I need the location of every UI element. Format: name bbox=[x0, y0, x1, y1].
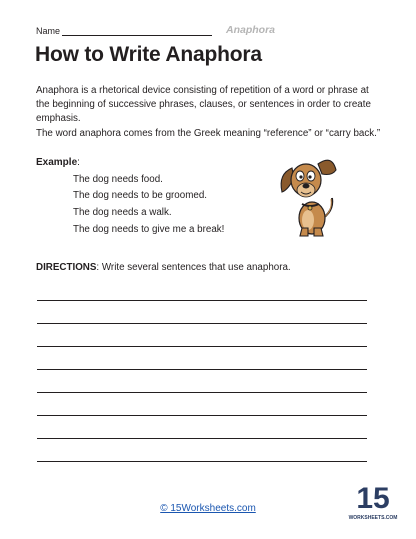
intro-paragraph-etymology: The word anaphora comes from the Greek meaning “reference” or “carry back.” bbox=[36, 128, 381, 139]
directions-text: : Write several sentences that use anaphora. bbox=[96, 262, 291, 273]
writing-line[interactable] bbox=[37, 369, 367, 370]
writing-line[interactable] bbox=[37, 300, 367, 301]
svg-text:15: 15 bbox=[356, 482, 390, 515]
example-heading bbox=[36, 157, 80, 168]
worksheets-logo bbox=[348, 478, 398, 522]
example-sentence: The dog needs food. bbox=[73, 174, 163, 185]
example-colon: : bbox=[77, 157, 80, 168]
name-line bbox=[62, 35, 212, 36]
dog-illustration bbox=[272, 150, 340, 240]
writing-line[interactable] bbox=[37, 415, 367, 416]
example-sentence: The dog needs to give me a break! bbox=[73, 224, 225, 235]
directions-label: DIRECTIONS bbox=[36, 262, 97, 273]
writing-line[interactable] bbox=[37, 392, 367, 393]
topic-label: Anaphora bbox=[226, 24, 276, 36]
example-sentence: The dog needs a walk. bbox=[73, 207, 172, 218]
writing-line[interactable] bbox=[37, 461, 367, 462]
writing-line[interactable] bbox=[37, 438, 367, 439]
intro-paragraph-definition: Anaphora is a rhetorical device consisting of repetition of a word or phrase at the beginning of successive phrases, clauses, or sentences in order to create emphasis. bbox=[36, 85, 371, 124]
copyright-link[interactable]: © 15Worksheets.com bbox=[160, 503, 256, 514]
directions bbox=[36, 262, 291, 273]
page-title: How to Write Anaphora bbox=[35, 43, 262, 66]
example-label: Example bbox=[36, 157, 78, 168]
svg-text:WORKSHEETS.COM: WORKSHEETS.COM bbox=[348, 515, 398, 521]
writing-line[interactable] bbox=[37, 346, 367, 347]
example-sentence: The dog needs to be groomed. bbox=[73, 190, 207, 201]
name-label: Name bbox=[36, 26, 61, 36]
writing-line[interactable] bbox=[37, 323, 367, 324]
